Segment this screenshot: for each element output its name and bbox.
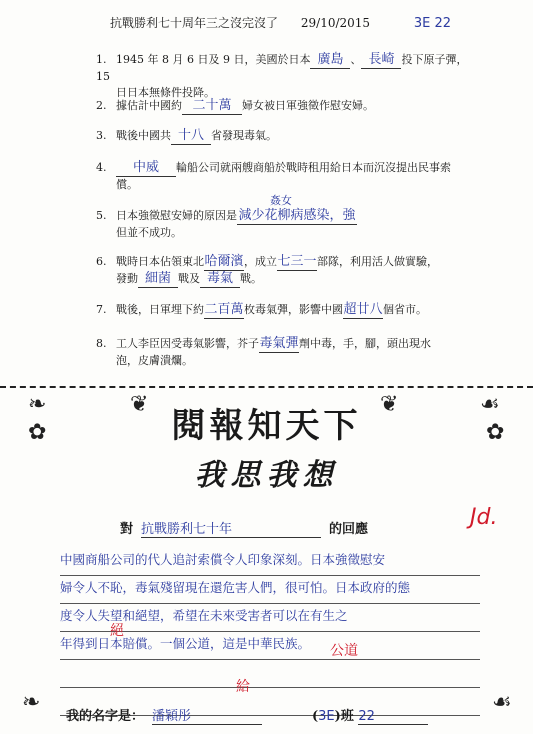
answer-field[interactable]: 十八 [171,128,211,145]
floral-ornament-icon: ☙ [480,392,500,417]
floral-ornament-icon: ☙ [492,690,512,715]
question-5: 5. 日本強徵慰安婦的原因是減少花柳病感染，強 但並不成功。 [96,208,356,239]
floral-ornament-icon: ❧ [22,690,41,715]
essay-line: 中國商船公司的代人追討索償令人印象深刻。日本強徵慰安 [60,548,480,576]
essay-line: 年得到日本賠償。一個公道，這是中華民族。 [60,632,480,660]
student-number-field[interactable]: 22 [358,709,428,725]
answer-field[interactable]: 毒氣 [200,271,240,288]
question-1: 1. 1945 年 8 月 6 日及 9 日，美國於日本 廣島 、 長崎 投下原子彈，15 日日本無條件投降。 [96,52,468,99]
worksheet-date: 29/10/2015 [300,16,371,30]
question-6: 6. 戰時日本佔領東北哈爾濱，成立七三一部隊，利用活人做實驗， 發動 細菌 戰及 毒氣 戰。 [96,254,438,286]
section-divider [0,386,533,388]
answer-field[interactable]: 長崎 [361,52,401,69]
student-name-row: 我的名字是： 潘穎彤 [66,705,262,725]
floral-ornament-icon: ✿ [486,420,505,445]
answer-field[interactable]: 減少花柳病感染，強 [238,208,356,223]
essay-line [60,660,480,688]
question-3: 3. 戰後中國共 十八 省發現毒氣。 [96,128,277,143]
answer-field[interactable]: 超廿八 [343,302,383,317]
student-class-row: (3E)班 22 [312,705,428,725]
answer-field[interactable]: 哈爾濱 [204,254,244,269]
question-7: 7. 戰後，日軍埋下約二百萬枚毒氣彈，影響中國超廿八個省市。 [96,302,427,317]
question-4: 4. 中威 輪船公司就兩艘商船於戰時租用給日本而沉沒提出民事索 償。 [96,160,451,191]
worksheet-header [110,14,451,31]
answer-field[interactable]: 毒氣彈 [259,336,299,351]
answer-field[interactable]: 二百萬 [204,302,244,317]
teacher-grade-mark: Jd. [470,505,498,530]
question-2: 2. 據估計中國約 二十萬 婦女被日軍強徵作慰安婦。 [96,98,374,113]
essay-line: 婦令人不恥，毒氣殘留現在還危害人們，很可怕。日本政府的態 [60,576,480,604]
answer-field[interactable]: 七三一 [277,254,317,269]
floral-ornament-icon: ❦ [380,392,399,417]
floral-ornament-icon: ❦ [130,392,149,417]
worksheet-title: 抗戰勝利七十周年三之沒完沒了 [110,16,279,30]
answer-field[interactable]: 細菌 [138,271,178,288]
section-subtitle: 我思我想 [194,458,339,493]
answer-field[interactable]: 二十萬 [182,98,242,115]
class-field[interactable]: 3E [318,709,335,724]
teacher-correction-mark: 給 [236,679,250,695]
section-title: 閱報知天下 [171,406,362,446]
floral-ornament-icon: ❧ [28,392,47,417]
essay-line: 度令人失望和絕望，希望在未來受害者可以在有生之 [60,604,480,632]
question-8: 8. 工人李臣因受毒氣影響，芥子毒氣彈劑中毒，手，腳，頭出現水 泡，皮膚潰爛。 [96,336,431,367]
answer-field[interactable]: 中威 [116,160,176,177]
answer-field[interactable]: 廣島 [310,52,350,69]
class-code-handwritten: 3E 22 [413,16,452,31]
floral-ornament-icon: ✿ [28,420,47,445]
student-name-field[interactable]: 潘穎彤 [152,705,262,725]
handwritten-insertion: 姦女 [270,194,292,207]
response-topic-field[interactable]: 抗戰勝利七十年 [141,518,321,538]
teacher-correction-mark: 絕 [110,623,124,639]
response-heading: 對 抗戰勝利七十年 的回應 [120,518,368,538]
teacher-correction-mark: 公道 [330,643,358,659]
